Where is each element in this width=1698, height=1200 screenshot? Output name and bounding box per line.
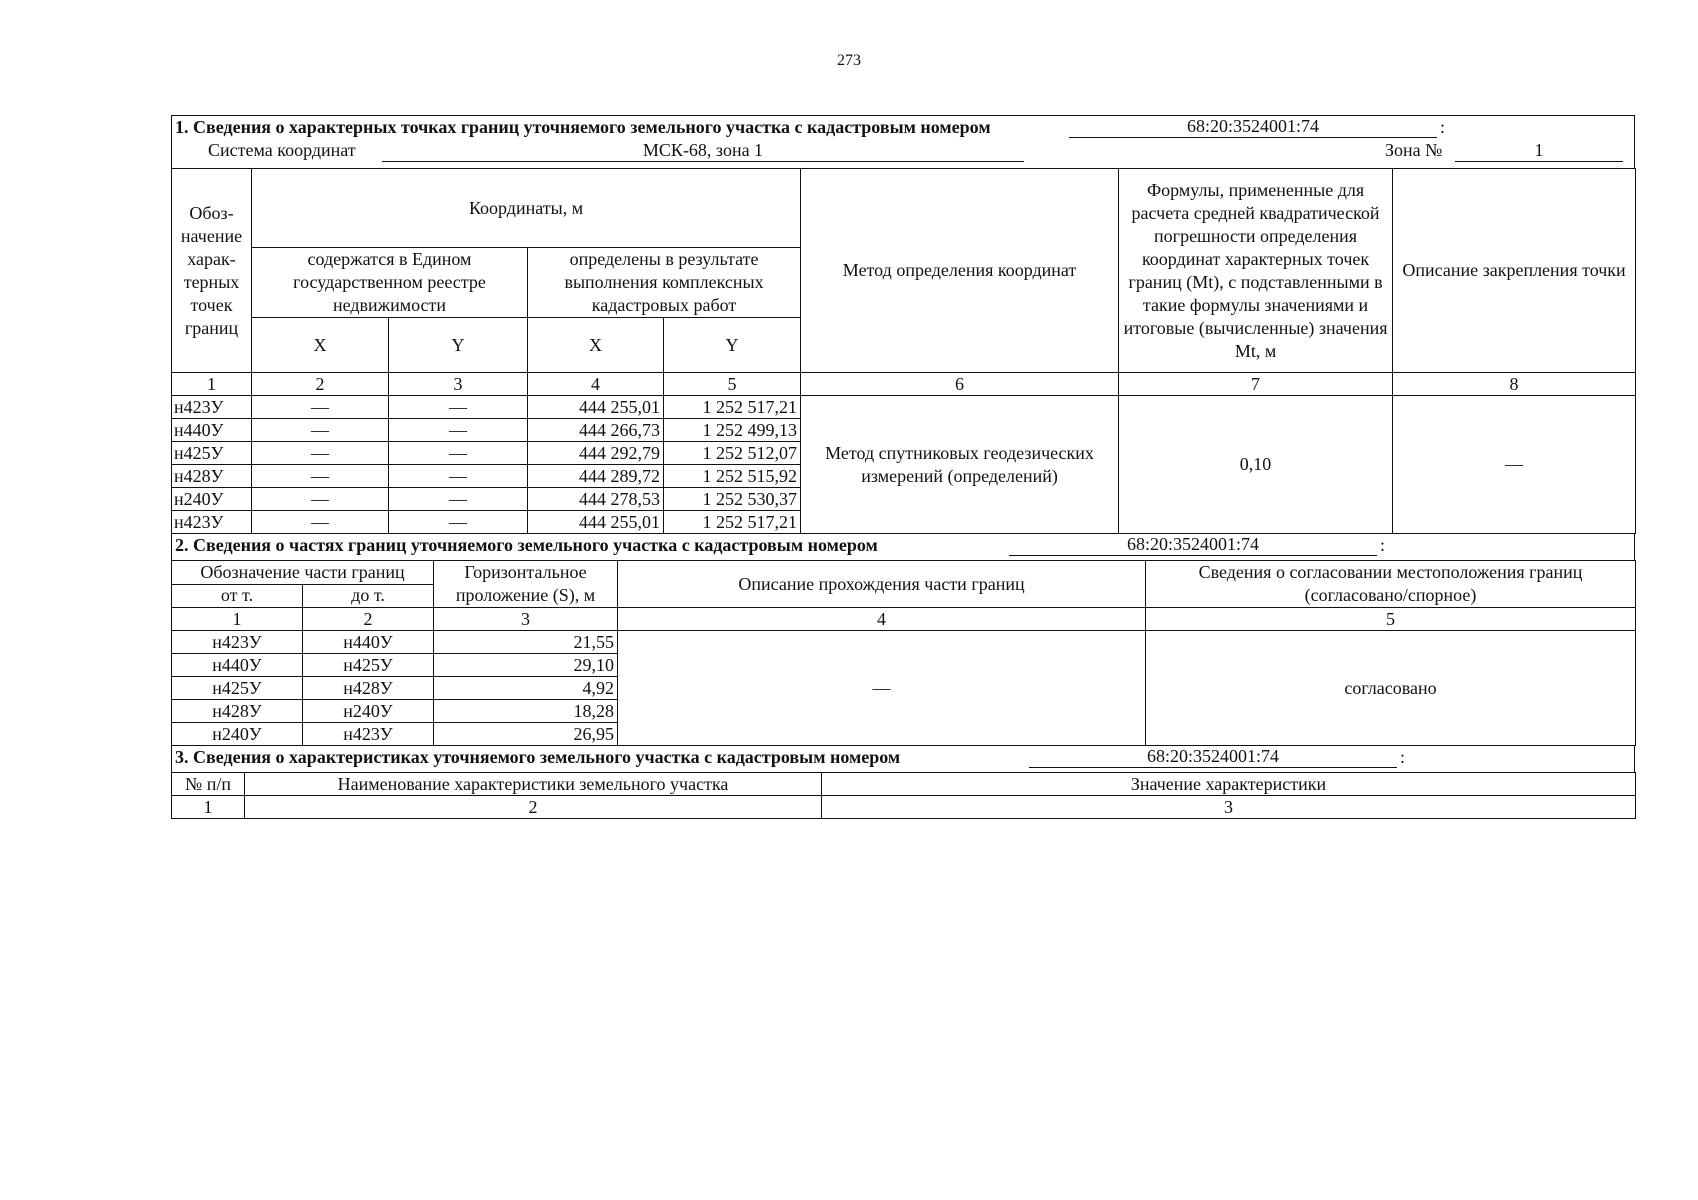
column-numbers-row: [172, 796, 1636, 819]
part-length: 18,28: [434, 700, 618, 723]
point-name: н240У: [172, 488, 252, 511]
col-number: 3: [389, 373, 528, 396]
header-name: Наименование характеристики земельного участка: [245, 773, 822, 796]
table-row: [172, 396, 1636, 419]
section3-colon: :: [1400, 747, 1406, 767]
header-from: от т.: [172, 584, 303, 608]
boundary-parts-table: [171, 560, 1636, 746]
part-from: н240У: [172, 723, 303, 746]
header-value: Значение характеристики: [822, 773, 1636, 796]
fixation-value: —: [1393, 396, 1636, 534]
part-length: 26,95: [434, 723, 618, 746]
col-number: 5: [1146, 608, 1636, 631]
x-egrn: —: [252, 396, 389, 419]
col-number: 1: [172, 373, 252, 396]
x-value: 444 278,53: [528, 488, 664, 511]
section3-title: 3. Сведения о характеристиках уточняемого земельного участка с кадастровым номером: [175, 747, 901, 767]
x-value: 444 292,79: [528, 442, 664, 465]
section2-title: 2. Сведения о частях границ уточняемого земельного участка с кадастровым номером: [175, 535, 878, 555]
table-row: [172, 631, 1636, 654]
part-from: н425У: [172, 677, 303, 700]
header-to: до т.: [303, 584, 434, 608]
part-to: н425У: [303, 654, 434, 677]
x-value: 444 255,01: [528, 511, 664, 534]
header-agreement: Сведения о согласовании местоположения границ (согласовано/спорное): [1146, 561, 1636, 608]
y-value: 1 252 517,21: [664, 396, 801, 419]
y-value: 1 252 499,13: [664, 419, 801, 442]
column-numbers-row: [172, 608, 1636, 631]
section2-heading: [171, 534, 1635, 560]
x-egrn: —: [252, 419, 389, 442]
part-from: н440У: [172, 654, 303, 677]
part-length: 29,10: [434, 654, 618, 677]
col-number: 7: [1119, 373, 1393, 396]
header-in-egrn: содержатся в Едином государственном реестре недвижимости: [252, 248, 528, 318]
zone-label: Зона №: [1385, 140, 1443, 160]
point-name: н423У: [172, 396, 252, 419]
y-egrn: —: [389, 419, 528, 442]
part-from: н423У: [172, 631, 303, 654]
part-to: н440У: [303, 631, 434, 654]
characteristics-table: [171, 772, 1636, 819]
header-y: Y: [664, 318, 801, 373]
y-value: 1 252 517,21: [664, 511, 801, 534]
col-number: 3: [434, 608, 618, 631]
section3-heading: [171, 746, 1635, 772]
y-egrn: —: [389, 488, 528, 511]
part-length: 4,92: [434, 677, 618, 700]
col-number: 2: [252, 373, 389, 396]
section1-colon: :: [1440, 117, 1446, 137]
header-coordinates: Координаты, м: [252, 169, 801, 248]
part-to: н423У: [303, 723, 434, 746]
header-x: X: [528, 318, 664, 373]
description-value: —: [618, 631, 1146, 746]
y-value: 1 252 515,92: [664, 465, 801, 488]
header-number: № п/п: [172, 773, 245, 796]
column-numbers-row: [172, 373, 1636, 396]
part-length: 21,55: [434, 631, 618, 654]
col-number: 5: [664, 373, 801, 396]
col-number: 2: [245, 796, 822, 819]
page-number: 273: [837, 52, 861, 69]
header-method: Метод определения координат: [801, 169, 1119, 373]
y-value: 1 252 530,37: [664, 488, 801, 511]
header-determined: определены в результате выполнения комплексных кадастровых работ: [528, 248, 801, 318]
section2-cadastral-number: 68:20:3524001:74: [1009, 534, 1377, 556]
y-value: 1 252 512,07: [664, 442, 801, 465]
part-to: н428У: [303, 677, 434, 700]
col-number: 3: [822, 796, 1636, 819]
header-y-egrn: Y: [389, 318, 528, 373]
col-number: 8: [1393, 373, 1636, 396]
method-value: Метод спутниковых геодезических измерений (определений): [801, 396, 1119, 534]
x-value: 444 255,01: [528, 396, 664, 419]
x-egrn: —: [252, 465, 389, 488]
header-part-designation: Обозначение части границ: [172, 561, 434, 585]
section1-heading: [171, 115, 1635, 168]
x-egrn: —: [252, 511, 389, 534]
y-egrn: —: [389, 396, 528, 419]
x-egrn: —: [252, 442, 389, 465]
zone-value: 1: [1455, 140, 1623, 162]
col-number: 4: [528, 373, 664, 396]
x-egrn: —: [252, 488, 389, 511]
header-description: Описание прохождения части границ: [618, 561, 1146, 608]
col-number: 1: [172, 608, 303, 631]
mt-value: 0,10: [1119, 396, 1393, 534]
header-horizontal: Горизонтальное проложение (S), м: [434, 561, 618, 608]
point-name: н425У: [172, 442, 252, 465]
col-number: 1: [172, 796, 245, 819]
point-name: н428У: [172, 465, 252, 488]
section3-cadastral-number: 68:20:3524001:74: [1029, 746, 1397, 768]
col-number: 6: [801, 373, 1119, 396]
section1-cadastral-number: 68:20:3524001:74: [1069, 116, 1437, 138]
part-to: н240У: [303, 700, 434, 723]
x-value: 444 266,73: [528, 419, 664, 442]
header-fixation: Описание закрепления точки: [1393, 169, 1636, 373]
y-egrn: —: [389, 442, 528, 465]
section2-colon: :: [1380, 535, 1386, 555]
point-name: н440У: [172, 419, 252, 442]
header-formulas: Формулы, примененные для расчета средней квадратической погрешности определения координат характерных точек границ (Mt), с подставленными в такие формулы значениями и итоговые (вычисленные) значения Mt, м: [1119, 169, 1393, 373]
agreement-value: согласовано: [1146, 631, 1636, 746]
section1-title: 1. Сведения о характерных точках границ уточняемого земельного участка с кадастровым номером: [175, 117, 991, 137]
header-designation: Обоз-начение харак-терных точек границ: [172, 169, 252, 373]
x-value: 444 289,72: [528, 465, 664, 488]
part-from: н428У: [172, 700, 303, 723]
points-table: [171, 168, 1636, 534]
header-x-egrn: X: [252, 318, 389, 373]
y-egrn: —: [389, 465, 528, 488]
cadastral-form: [171, 115, 1635, 819]
col-number: 4: [618, 608, 1146, 631]
col-number: 2: [303, 608, 434, 631]
coord-system-value: МСК-68, зона 1: [382, 140, 1024, 162]
y-egrn: —: [389, 511, 528, 534]
point-name: н423У: [172, 511, 252, 534]
coord-system-label: Система координат: [208, 140, 356, 160]
